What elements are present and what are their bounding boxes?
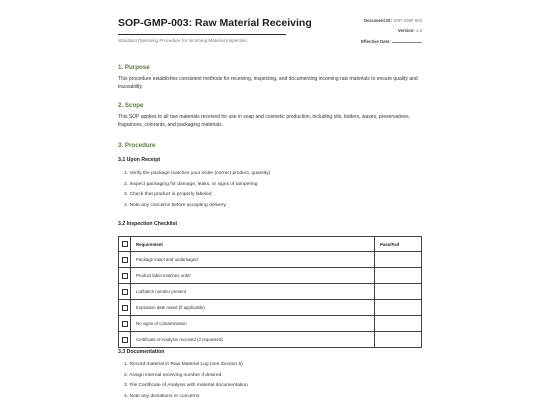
version-label: Version: (397, 28, 415, 33)
pass-fail-cell[interactable] (375, 316, 422, 332)
checkbox-cell (119, 332, 131, 348)
scope-heading: 2. Scope (118, 102, 144, 109)
checkbox-cell (119, 300, 131, 316)
upon-receipt-list (124, 169, 270, 211)
table-row (119, 252, 422, 268)
scope-text: This SOP applies to all raw materials received for use in soap and cosmetic production, including oils, butters, waxes, preservatives, fragrances, colorants, and packaging materials. (118, 114, 410, 128)
documentation-list (124, 360, 248, 402)
version-row (361, 28, 422, 38)
checkbox-icon[interactable] (122, 241, 128, 247)
pass-fail-cell[interactable] (375, 268, 422, 284)
list-item: 4. Note any concerns before accepting delivery (124, 202, 226, 208)
document-header (118, 16, 422, 44)
procedure-heading: 3. Procedure (118, 142, 156, 149)
checkbox-cell (119, 252, 131, 268)
list-item: 2. Inspect packaging for damage, leaks, or signs of tampering (124, 181, 258, 187)
pass-fail-cell[interactable] (375, 300, 422, 316)
table-row (119, 268, 422, 284)
checkbox-icon[interactable] (122, 305, 128, 311)
checkbox-icon[interactable] (122, 337, 128, 343)
documentation-heading: 3.3 Documentation (118, 349, 165, 355)
checkbox-cell (119, 284, 131, 300)
upon-receipt-heading: 3.1 Upon Receipt (118, 157, 161, 163)
requirement-cell: Certificate of Analysis received (if requested) (131, 332, 375, 348)
effective-date-label: Effective Date: (360, 39, 391, 44)
requirement-cell: Product label matches order (131, 268, 375, 284)
requirement-cell: No signs of contamination (131, 316, 375, 332)
table-row (119, 316, 422, 332)
list-item: 4. Note any deviations or concerns (124, 393, 200, 399)
checkbox-cell (119, 316, 131, 332)
requirement-cell: Expiration date noted (if applicable) (131, 300, 375, 316)
effective-date-row (361, 38, 422, 48)
requirement-column-header: Requirement (131, 237, 375, 252)
header-checkbox-cell (119, 237, 131, 252)
document-meta (361, 18, 422, 48)
checkbox-icon[interactable] (122, 289, 128, 295)
document-id-label: Document ID: (363, 18, 392, 23)
requirement-cell: Package intact and undamaged (131, 252, 375, 268)
list-item: 1. Verify the package matches your order (correct product, quantity) (124, 171, 271, 176)
list-item: 3. File Certificate of Analysis with material documentation (124, 383, 248, 388)
purpose-heading: 1. Purpose (118, 64, 150, 71)
document-id-value: SOP-GMP-003 (393, 18, 422, 23)
document-id-row (361, 18, 422, 28)
document-title: SOP-GMP-003: Raw Material Receiving (118, 17, 312, 29)
pass-fail-cell[interactable] (375, 332, 422, 348)
pass-fail-column-header: Pass/Fail (375, 237, 422, 252)
requirement-cell: Lot/batch number present (131, 284, 375, 300)
pass-fail-cell[interactable] (375, 252, 422, 268)
effective-date-blank (392, 38, 422, 43)
title-underline (118, 34, 286, 35)
list-item: 3. Check that product is properly labeled (124, 192, 212, 197)
checkbox-cell (119, 268, 131, 284)
document-subtitle: Standard Operating Procedure for Incoming Material Inspection (118, 38, 247, 43)
list-item: 1. Record material in Raw Material Log (see Section 5) (124, 362, 243, 367)
checkbox-icon[interactable] (122, 321, 128, 327)
table-row (119, 332, 422, 348)
table-row (119, 284, 422, 300)
table-row (119, 300, 422, 316)
version-value: 1.0 (416, 28, 422, 33)
list-item: 2. Assign internal receiving number if desired (124, 372, 222, 378)
purpose-text: This procedure establishes consistent methods for receiving, inspecting, and documenting incoming raw materials to ensure quality and traceability. (118, 76, 418, 90)
inspection-checklist-table (118, 236, 422, 348)
inspection-checklist-heading: 3.2 Inspection Checklist (118, 221, 178, 227)
table-header-row (119, 237, 422, 252)
checkbox-icon[interactable] (122, 257, 128, 263)
pass-fail-cell[interactable] (375, 284, 422, 300)
checkbox-icon[interactable] (122, 273, 128, 279)
